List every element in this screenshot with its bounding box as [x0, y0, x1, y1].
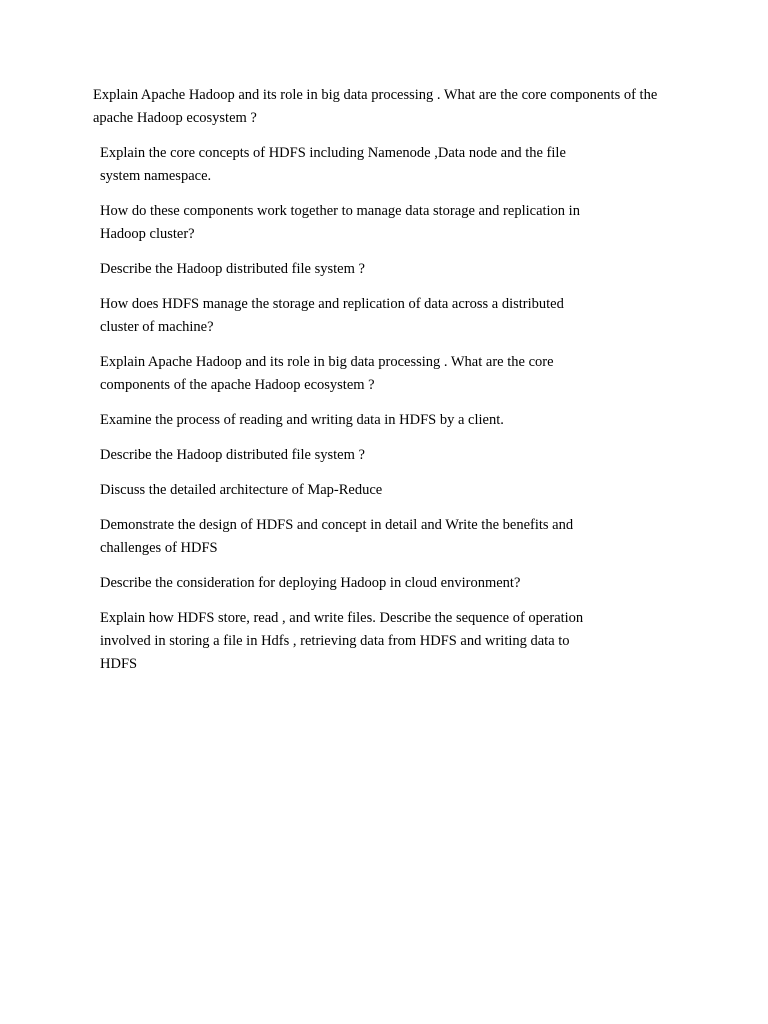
question-item: Examine the process of reading and writing data in HDFS by a client.: [100, 412, 504, 428]
question-item: Describe the Hadoop distributed file system ?: [100, 261, 365, 277]
intro-question: Explain Apache Hadoop and its role in big data processing . What are the core components of the apache Hadoop ecosystem ?: [93, 87, 658, 126]
question-list: [100, 142, 590, 688]
question-item: How do these components work together to manage data storage and replication in Hadoop cluster?: [100, 203, 580, 242]
question-item: Describe the Hadoop distributed file system ?: [100, 447, 365, 463]
question-item: How does HDFS manage the storage and replication of data across a distributed cluster of machine?: [100, 296, 564, 335]
question-item: Explain how HDFS store, read , and write files. Describe the sequence of operation involved in storing a file in Hdfs , retrieving data from HDFS and writing data to HDFS: [100, 610, 584, 672]
question-item: Explain Apache Hadoop and its role in big data processing . What are the core components of the apache Hadoop ecosystem ?: [100, 354, 554, 393]
question-item: Discuss the detailed architecture of Map-Reduce: [100, 482, 383, 498]
question-item: Demonstrate the design of HDFS and concept in detail and Write the benefits and challenges of HDFS: [100, 517, 574, 556]
question-item: Describe the consideration for deploying Hadoop in cloud environment?: [100, 575, 521, 591]
question-item: Explain the core concepts of HDFS including Namenode ,Data node and the file system namespace.: [100, 145, 566, 184]
